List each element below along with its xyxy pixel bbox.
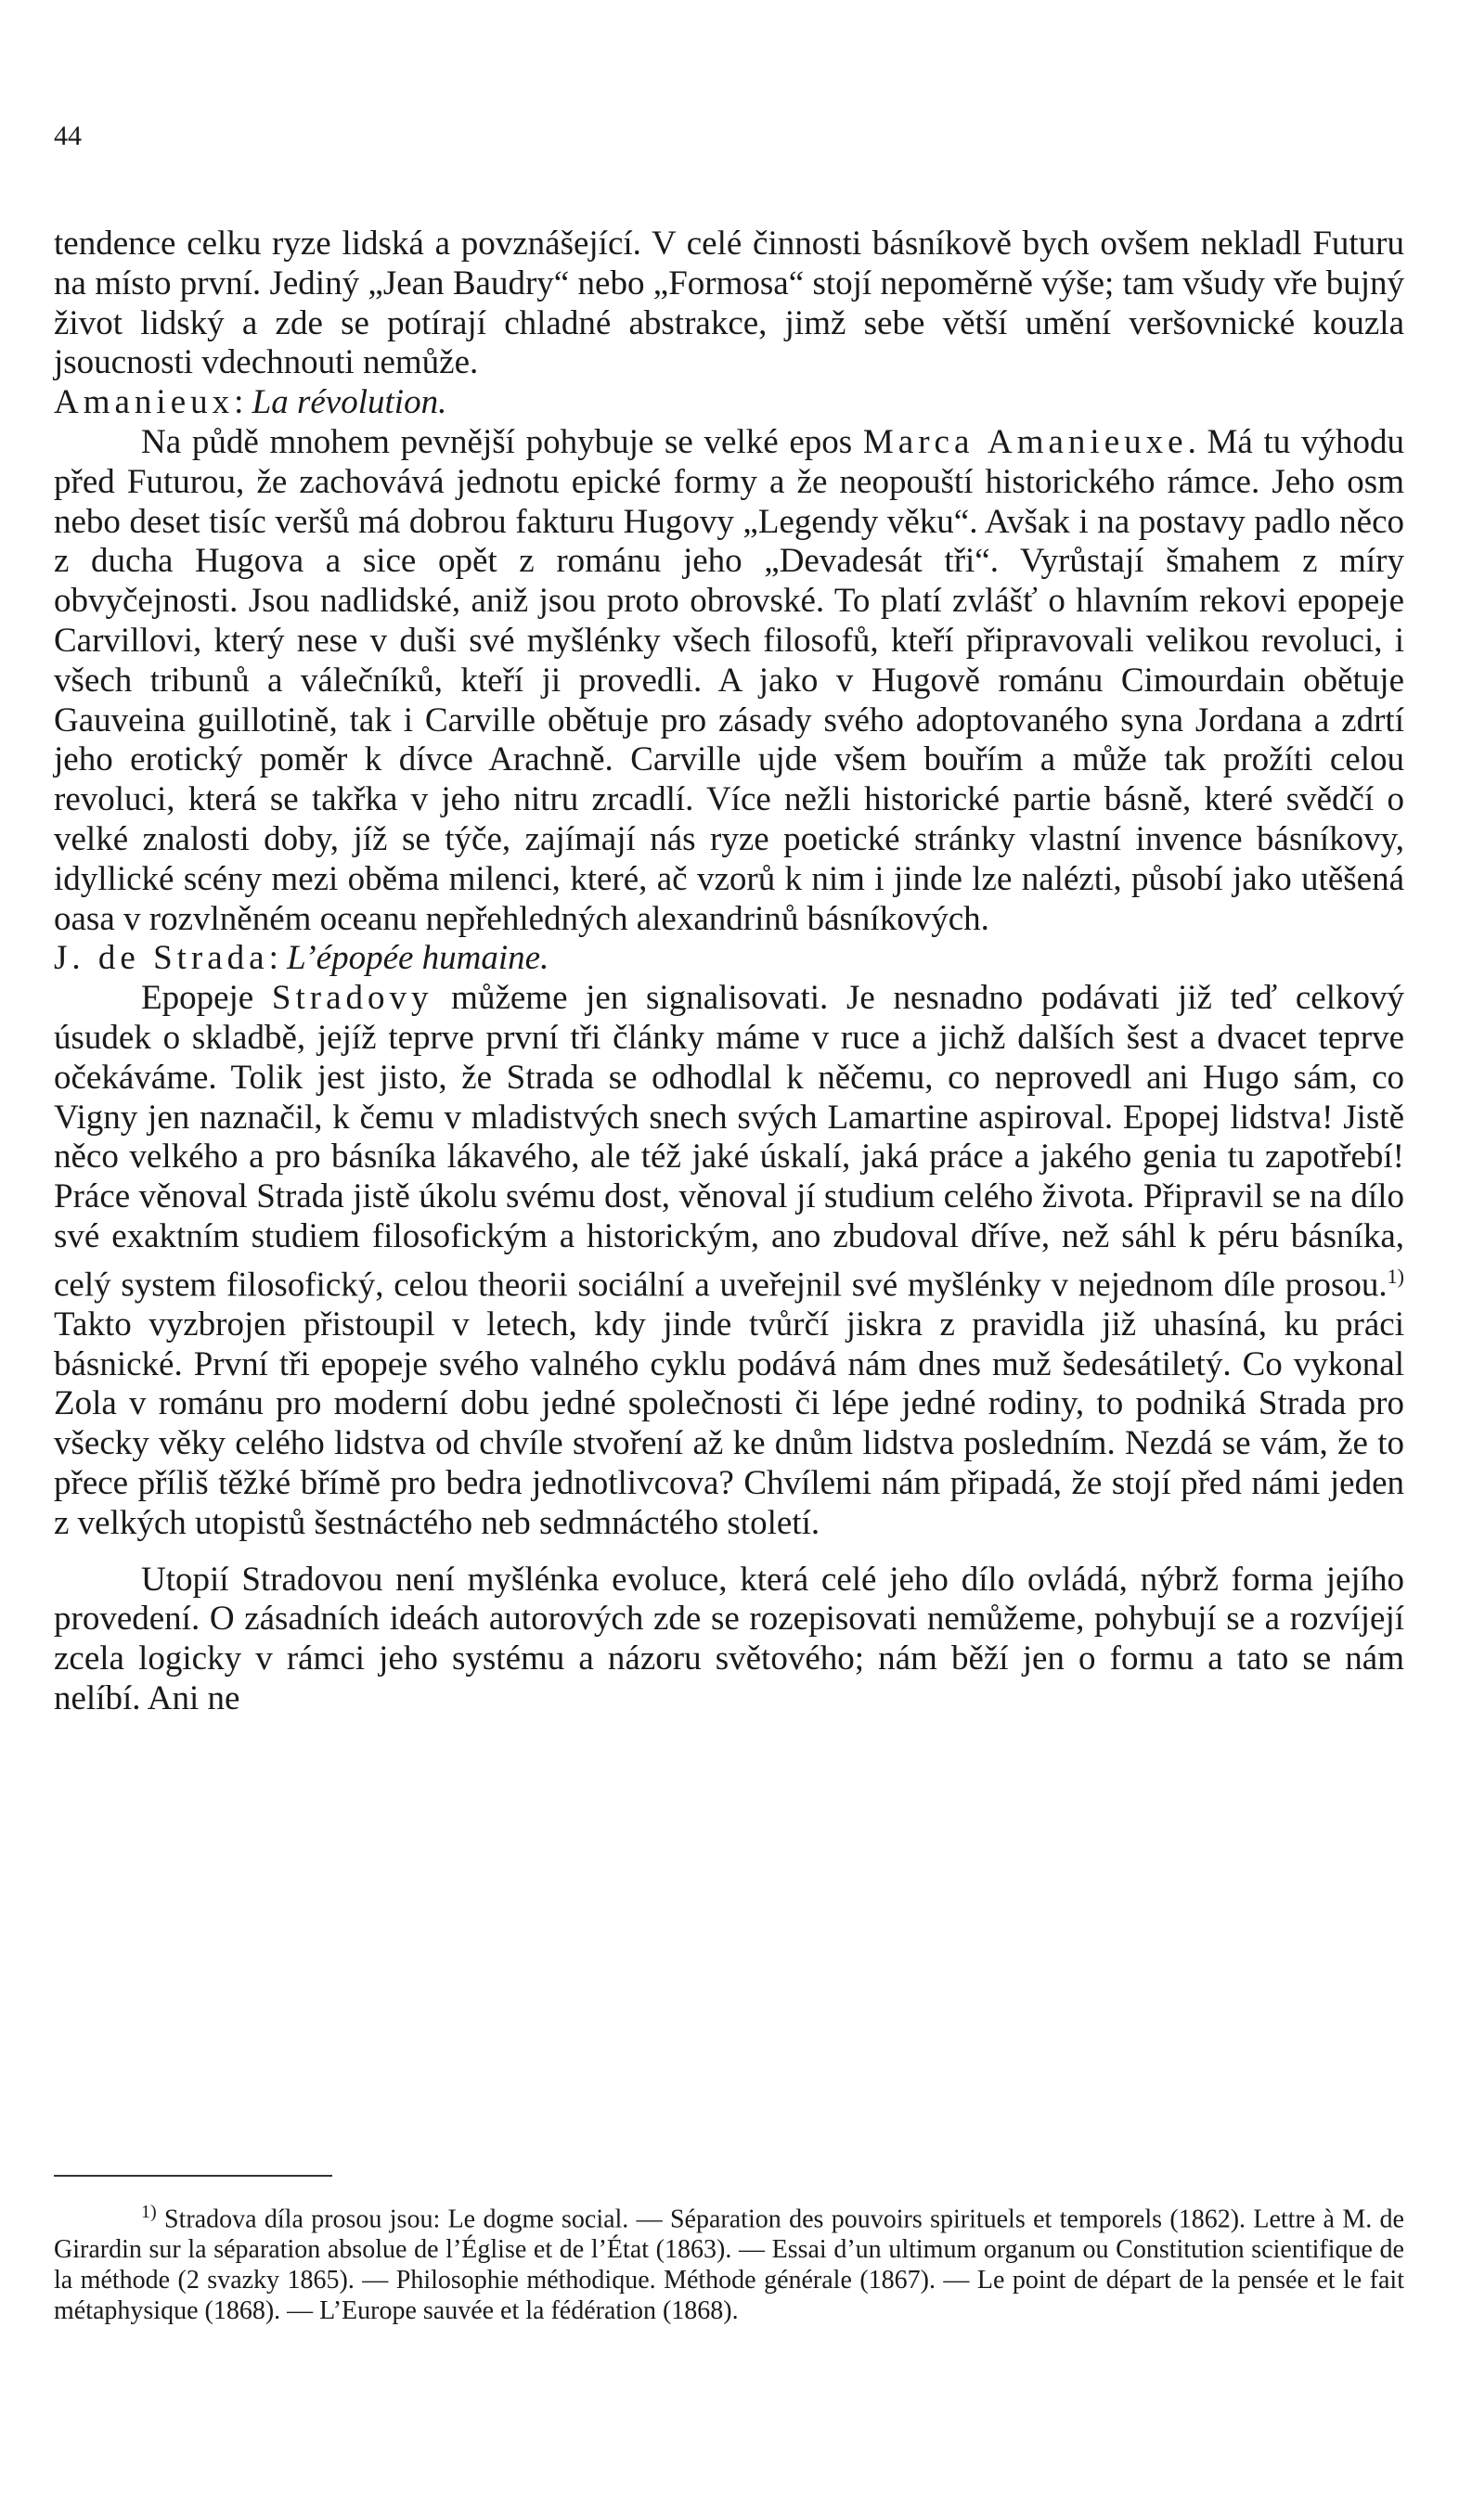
footnote: [54, 2197, 1404, 2326]
paragraph-3-middle: můžeme jen signalisovati. Je nesnadno podávati již teď celkový úsudek o skladbě, jejíž teprve první tři články máme v ruce a jichž dalších šest a dvacet teprve očekáváme. Tolik jest jisto, že Strada se odhodlal k něčemu, co neprovedl ani Hugo sám, co Vigny jen naznačil, k čemu v mladistvých snech svých Lamartine aspiroval. Epopej lidstva! Jistě něco velkého a pro básníka lákavého, ale též jaké úskalí, jaká práce a jakého genia tu zapotřebí! Práce věnoval Strada jistě úkolu svému dost, věnoval jí studium celého života. Připravil se na dílo své exaktním studiem filosofickým a historickým, ano zbudoval dříve, než sáhl k péru básníka, celý system filosofický, celou theorii sociální a uveřejnil své myšlénky v nejednom díle prosou.: [54, 979, 1404, 1305]
heading-separator: :: [234, 383, 244, 422]
heading-separator: :: [268, 939, 278, 978]
footnote-divider: [54, 2175, 332, 2177]
footnote-text: Stradova díla prosou jsou: Le dogme social. — Séparation des pouvoirs spirituels et temporels (1862). Lettre à M. de Girardin sur la séparation absolue de l’Église et de l’État (1863). — Essai d’un ultimum organum ou Constitution scientifique de la méthode (2 svazky 1865). — Philosophie méthodique. Méthode générale (1867). — Le point de départ de la pensée et le fait métaphysique (1868). — L’Europe sauvée et la fédération (1868).: [54, 2205, 1404, 2326]
page-number: 44: [54, 121, 82, 151]
heading-title: La révolution.: [252, 383, 447, 422]
heading-author: J. de Strada: [54, 939, 269, 978]
paragraph-4: Utopií Stradovou není myšlénka evoluce, která celé jeho dílo ovládá, nýbrž forma jejího provedení. O zásadních ideách autorových zde se rozepisovati nemůžeme, pohybují se a rozvíjejí zcela logicky v rámci jeho systému a názoru světového; nám běží jen o formu a tato se nám nelíbí. Ani ne: [54, 1560, 1404, 1718]
paragraph-1: tendence celku ryze lidská a povznášející. V celé činnosti básníkově bych ovšem nekladl Futuru na místo první. Jediný „Jean Baudry“ nebo „Formosa“ stojí nepoměrně výše; tam všudy vře bujný život lidský a zde se potírají chladné abstrakce, jimž sebe větší umění veršovnické kouzla jsoucnosti vdechnouti nemůže.: [54, 225, 1404, 382]
heading-author: Amanieux: [54, 383, 235, 422]
paragraph-2-spaced-name: Marca Amanieuxe: [862, 422, 1188, 461]
paragraph-3-before: Epopeje: [141, 979, 272, 1018]
paragraph-3-spaced-name: Stradovy: [271, 979, 433, 1018]
main-text: [54, 225, 1404, 1719]
section-heading-amanieux: [54, 383, 1404, 423]
paragraph-2-before: Na půdě mnohem pevnější pohybuje se velké epos: [141, 422, 863, 461]
heading-title: L’épopée humaine.: [287, 939, 549, 978]
section-heading-strada: [54, 939, 1404, 979]
paragraph-3: [54, 979, 1404, 1543]
paragraph-2-after: . Má tu výhodu před Futurou, že zachovává jednotu epické formy a že neopouští historického rámce. Jeho osm nebo deset tisíc veršů má dobrou fakturu Hugovy „Legendy věku“. Avšak i na postavy padlo něco z ducha Hugova a sice opět z románu jeho „Devadesát tři“. Vyrůstají šmahem z míry obvyčejnosti. Jsou nadlidské, aniž jsou proto obrovské. To platí zvlášť o hlavním rekovi epopeje Carvillovi, který nese v duši své myšlénky všech filosofů, kteří připravovali velikou revoluci, i všech tribunů a válečníků, kteří ji provedli. A jako v Hugově románu Cimourdain obětuje Gauveina guillotině, tak i Carville obětuje pro zásady svého adoptovaného syna Jordana a zdrtí jeho erotický poměr k dívce Arachně. Carville ujde všem bouřím a může tak prožíti celou revoluci, která se takřka v jeho nitru zrcadlí. Více nežli historické partie básně, které svědčí o velké znalosti doby, jíž se týče, zajímají nás ryze poetické stránky vlastní invence básníkovy, idyllické scény mezi oběma milenci, které, ač vzorů k nim i jinde lze nalézti, působí jako utěšená oasa v rozvlněném oceanu nepřehledných alexandrinů básníkových.: [54, 422, 1404, 938]
footnote-reference[interactable]: 1): [1387, 1264, 1404, 1288]
paragraph-3-after: Takto vyzbrojen přistoupil v letech, kdy jinde tvůrčí jiskra z pravidla již uhasíná, ku práci básnické. První tři epopeje svého valného cyklu podává nám dnes muž šedesátiletý. Co vykonal Zola v románu pro moderní dobu jedné společnosti či lépe jedné rodiny, to podniká Strada pro všecky věky celého lidstva od chvíle stvoření až ke dnům lidstva posledním. Nezdá se vám, že to přece příliš těžké břímě pro bedra jednotlivcova? Chvílemi nám připadá, že stojí před námi jeden z velkých utopistů šestnáctého neb sedmnáctého století.: [54, 1305, 1404, 1542]
footnote-mark: 1): [141, 2202, 157, 2222]
paragraph-2: [54, 423, 1404, 939]
